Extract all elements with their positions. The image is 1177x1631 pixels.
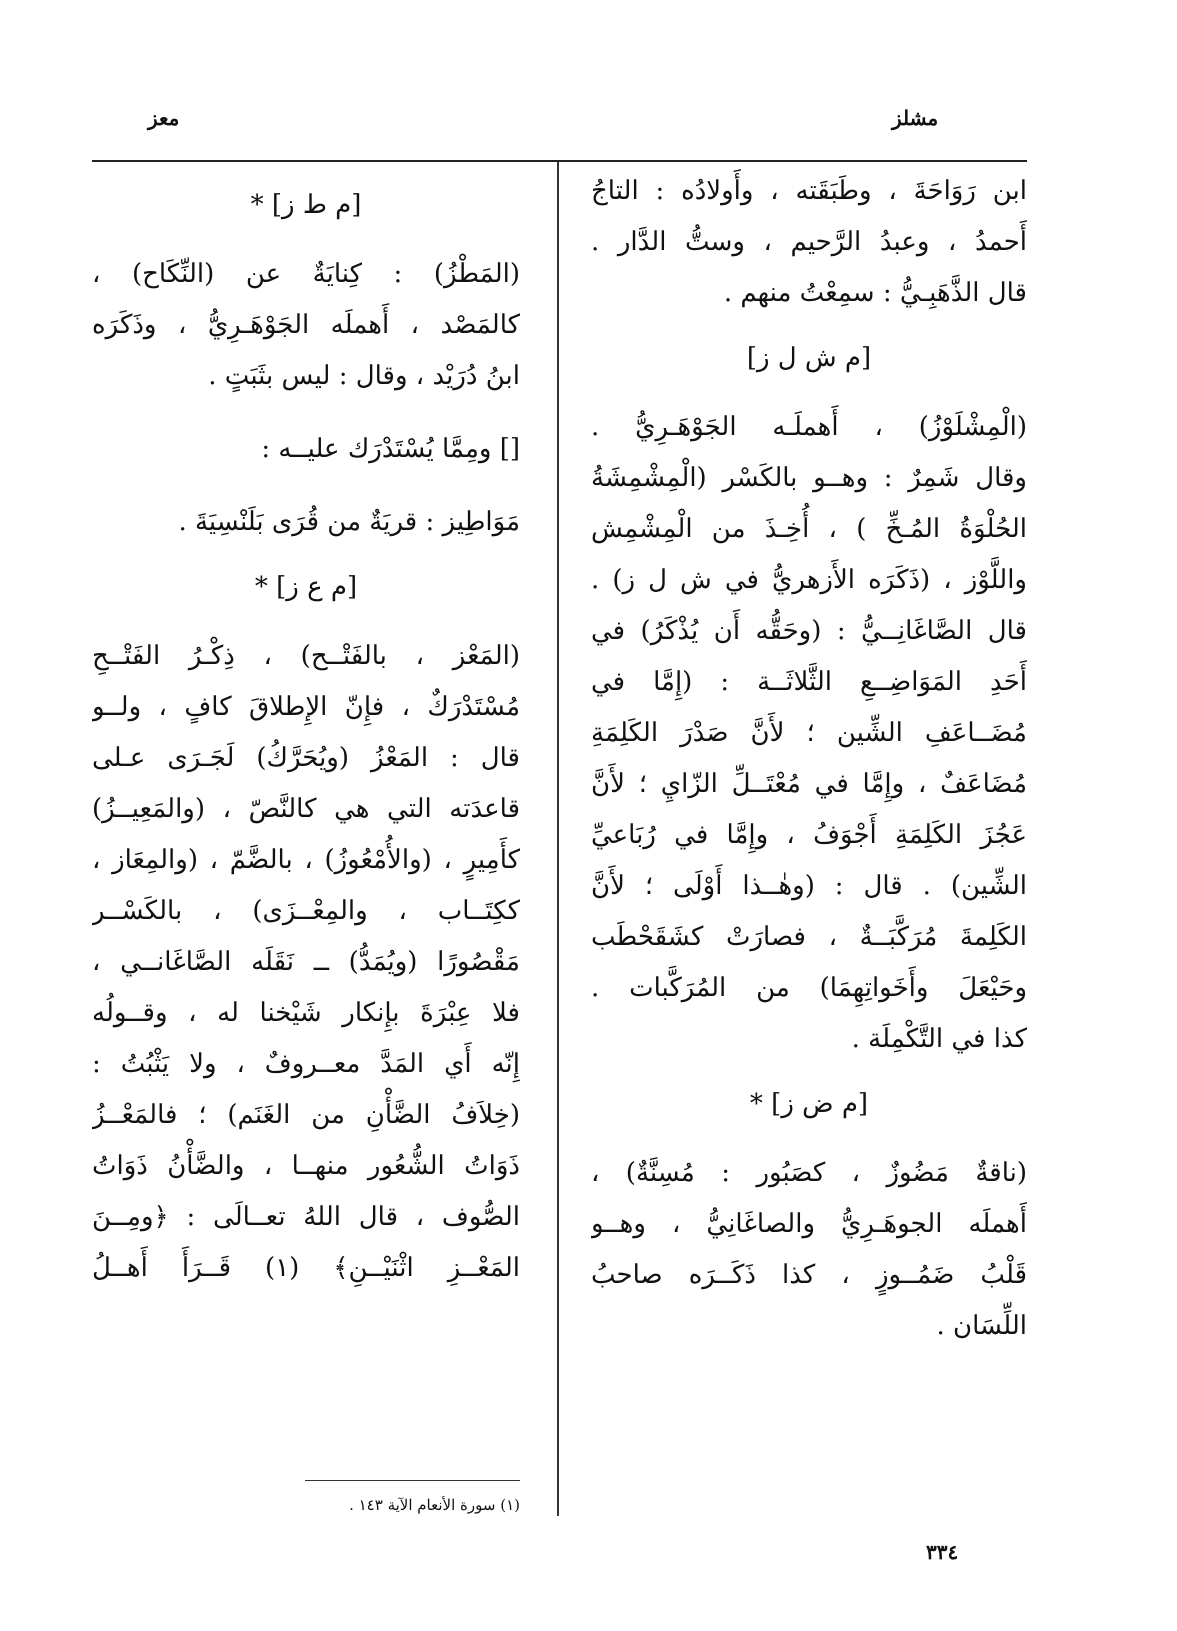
- text-line: قال الذَّهَبِـيُّ : سمِعْتُ منهم .: [723, 278, 1027, 308]
- text-line: الكَلِمةَ مُرَكَّبَــةٌ ، فصارَتْ كشَقَحْطَب: [591, 922, 1027, 952]
- text-line: (المَعْز ، بالفَتْــح) ، ذِكْـرُ الفَتْــحِ: [92, 641, 520, 671]
- text-line: المَعْــزِ اثْنَيْــنِ﴾ (١) قَــرَأَ أَهــلُ: [92, 1253, 520, 1283]
- text-line: إِنّه أَي المَدَّ معــروفٌ ، ولا يَثْبُتُ :: [92, 1049, 520, 1079]
- header-right-word: مشلز: [892, 106, 939, 130]
- text-line: عَجُزَ الكَلِمَةِ أَجْوَفُ ، وإِمَّا في رُبَاعيِّ: [591, 820, 1027, 850]
- text-line: فلا عِبْرَةَ بإِنكار شَيْخنا له ، وقــولُه: [92, 998, 520, 1028]
- column-divider: [557, 162, 559, 1516]
- page-header: [0, 0, 1177, 170]
- text-line: الشِّين) . قال : (وهٰــذا أَوْلَى ؛ لأَنَّ: [591, 871, 1027, 901]
- entry-heading: [م ط ز] *: [250, 190, 362, 220]
- text-line: [] ومِمَّا يُسْتَدْرَك عليــه :: [261, 434, 520, 464]
- text-line: الحُلْوَةُ المُـخِّ ) ، أُخِـذَ من الْمِشْمِش: [591, 514, 1027, 544]
- text-line: (ناقةٌ مَضُوزٌ ، كصَبُور : مُسِنَّةٌ) ،: [591, 1158, 1027, 1188]
- text-line: الصُّوف ، قال اللهُ تعــالَى : ﴿ومِــنَ: [92, 1202, 520, 1232]
- spacer: [92, 402, 520, 424]
- right-column: [591, 166, 1027, 1466]
- footnote: (١) سورة الأنعام الآية ١٤٣ .: [349, 1496, 520, 1514]
- text-line: ككِتَــاب ، والمِعْــزَى) ، بالكَسْــر: [92, 896, 520, 926]
- text-line: قال : المَعْزُ (ويُحَرَّكُ) لَجَـرَى عـلى: [92, 743, 520, 773]
- entry-heading: [م ع ز] *: [254, 572, 358, 602]
- text-line: وقال شَمِرٌ : وهــو بالكَسْر (الْمِشْمِشَةُ: [591, 463, 1027, 493]
- page-number: ٣٣٤: [926, 1540, 959, 1564]
- text-line: كذا في التَّكْمِلَة .: [851, 1024, 1027, 1054]
- text-line: ذَوَاتُ الشُّعُور منهــا ، والضَّأْنُ ذَوَاتُ: [92, 1151, 520, 1181]
- text-line: كالمَصْد ، أَهملَه الجَوْهَـرِيُّ ، وذَكَرَه: [92, 310, 520, 340]
- text-line: أَهملَه الجوهَـرِيُّ والصاغَانِيُّ ، وهــو: [591, 1209, 1027, 1239]
- footnote-rule: [305, 1480, 520, 1481]
- spacer: [92, 475, 520, 497]
- text-line: اللِّسَان .: [936, 1311, 1027, 1341]
- text-line: مُضَــاعَفِ الشِّين ؛ لأَنَّ صَدْرَ الكَلِمَةِ: [591, 718, 1027, 748]
- text-line: ابن رَوَاحَةَ ، وطَبَقَته ، وأَولادُه : التاجُ: [591, 176, 1027, 206]
- text-line: مُضَاعَفٌ ، وإِمَّا في مُعْتَــلِّ الزّايِ ؛ لأَنَّ: [591, 769, 1027, 799]
- entry-heading: [م ش ل ز]: [746, 343, 872, 373]
- header-rule: [92, 160, 1027, 162]
- text-line: قَلْبُ ضَمُــوزٍ ، كذا ذَكَــرَه صاحبُ: [591, 1260, 1027, 1290]
- entry-heading: [م ض ز] *: [749, 1089, 869, 1119]
- text-line: وحَيْعَلَ وأَخَواتِهِمَا) من المُرَكَّبات .: [591, 973, 1027, 1003]
- text-line: كأَمِيرٍ ، (والأُمْعُوزُ) ، بالضَّمّ ، (والمِعَاز ،: [92, 845, 520, 875]
- header-left-word: معز: [148, 106, 180, 130]
- text-line: (خِلاَفُ الضَّأْنِ من الغَنَم) ؛ فالمَعْــزُ: [92, 1100, 520, 1130]
- text-line: أَحَدِ المَوَاضِــعِ الثَّلاثَــة : (إِمَّا في: [591, 667, 1027, 697]
- text-line: مَوَاطِيز : قريَةٌ من قُرَى بَلَنْسِيَةَ .: [178, 507, 520, 537]
- text-line: قاعدَته التي هي كالنَّصّ ، (والمَعِيــزُ): [92, 794, 520, 824]
- text-line: (المَطْزُ) : كِنايَةٌ عن (النِّكَاح) ،: [92, 259, 520, 289]
- text-line: ابنُ دُرَيْد ، وقال : ليس بثَبَتٍ .: [208, 361, 520, 391]
- text-line: واللَّوْز ، (ذَكَرَه الأَزهريُّ في ش ل ز) .: [591, 565, 1027, 595]
- left-column: [92, 166, 520, 1506]
- text-line: قال الصَّاغَانِــيُّ : (وحَقُّه أَن يُذْكَرُ) في: [591, 616, 1027, 646]
- text-line: (الْمِشْلَوْزُ) ، أَهملَـه الجَوْهَـرِيُّ .: [591, 412, 1027, 442]
- text-line: مَقْصُورًا (ويُمَدُّ) ــ نَقَلَه الصَّاغَانــي ،: [92, 947, 520, 977]
- text-line: مُسْتَدْرَكٌ ، فإِنّ الإِطلاقَ كافٍ ، ولــو: [92, 692, 520, 722]
- text-line: أَحمدُ ، وعبدُ الرَّحيم ، وستُّ الدَّار .: [591, 227, 1027, 257]
